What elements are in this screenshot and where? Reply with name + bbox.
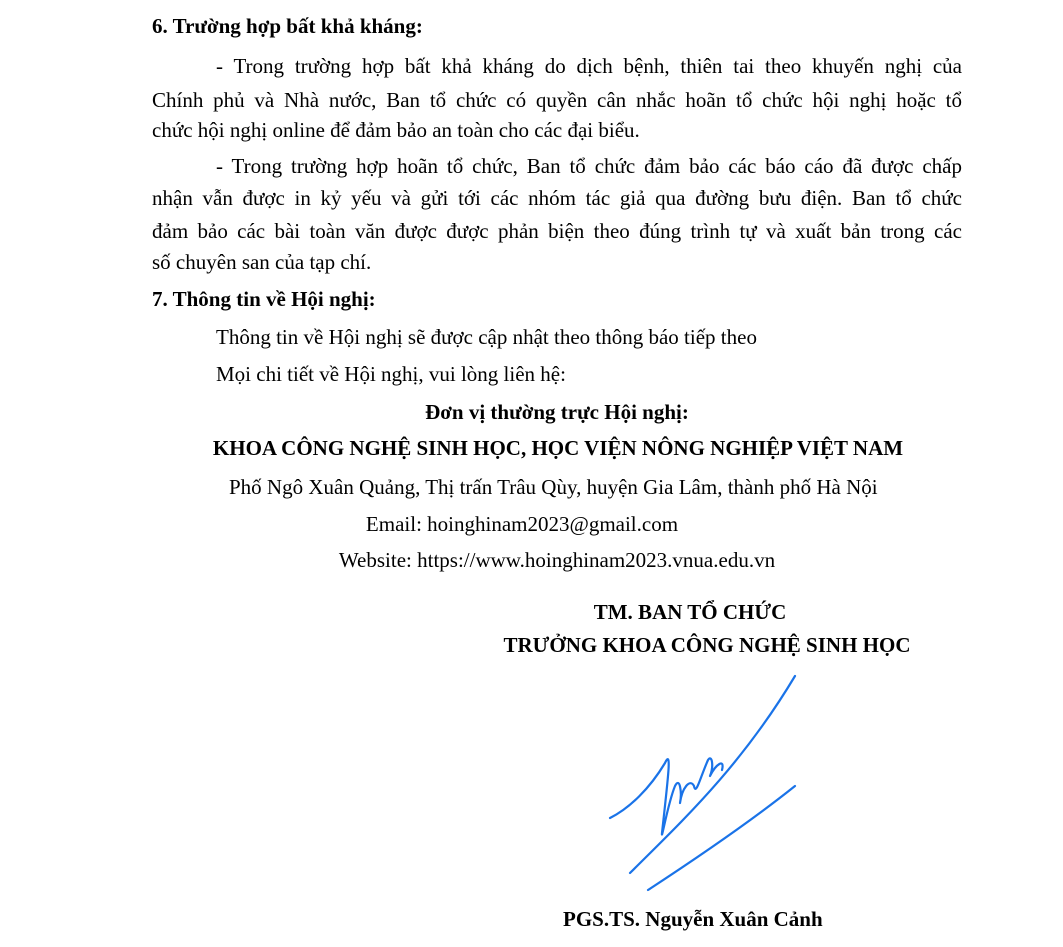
- signer-name: PGS.TS. Nguyễn Xuân Cảnh: [563, 907, 823, 931]
- section-6-para-2-line-3: đảm bảo các bài toàn văn được được phản biện theo đúng trình tự và xuất bản trong các: [152, 219, 962, 243]
- section-6-heading: 6. Trường hợp bất khả kháng:: [152, 14, 423, 38]
- handwritten-signature: [590, 668, 820, 898]
- contact-unit-label: Đơn vị thường trực Hội nghị:: [425, 400, 689, 424]
- contact-organization: KHOA CÔNG NGHỆ SINH HỌC, HỌC VIỆN NÔNG NGHIỆP VIỆT NAM: [212, 436, 904, 460]
- contact-website: Website: https://www.hoinghinam2023.vnua.edu.vn: [338, 548, 776, 572]
- contact-address: Phố Ngô Xuân Quảng, Thị trấn Trâu Qùy, huyện Gia Lâm, thành phố Hà Nội: [229, 475, 878, 499]
- section-6-para-1-line-2: Chính phủ và Nhà nước, Ban tổ chức có quyền cân nhắc hoãn tổ chức hội nghị hoặc tổ: [152, 88, 962, 112]
- section-6-para-2-line-4: số chuyên san của tạp chí.: [152, 250, 372, 274]
- signature-strokes: [610, 676, 795, 890]
- section-7-line-1: Thông tin về Hội nghị sẽ được cập nhật theo thông báo tiếp theo: [216, 325, 757, 349]
- section-7-heading: 7. Thông tin về Hội nghị:: [152, 287, 376, 311]
- signature-title-2: TRƯỞNG KHOA CÔNG NGHỆ SINH HỌC: [503, 633, 911, 657]
- signature-upper-stroke: [630, 676, 795, 873]
- section-7-line-2: Mọi chi tiết về Hội nghị, vui lòng liên hệ:: [216, 362, 566, 386]
- signature-title-1: TM. BAN TỔ CHỨC: [593, 600, 787, 624]
- section-6-para-1-line-1: - Trong trường hợp bất khả kháng do dịch bệnh, thiên tai theo khuyến nghị của: [216, 54, 962, 78]
- section-6-para-2-line-1: - Trong trường hợp hoãn tổ chức, Ban tổ chức đảm bảo các báo cáo đã được chấp: [216, 154, 962, 178]
- contact-email: Email: hoinghinam2023@gmail.com: [365, 512, 679, 536]
- section-6-para-2-line-2: nhận vẫn được in kỷ yếu và gửi tới các nhóm tác giả qua đường bưu điện. Ban tổ chức: [152, 186, 962, 210]
- section-6-para-1-line-3: chức hội nghị online để đảm bảo an toàn cho các đại biểu.: [152, 118, 640, 142]
